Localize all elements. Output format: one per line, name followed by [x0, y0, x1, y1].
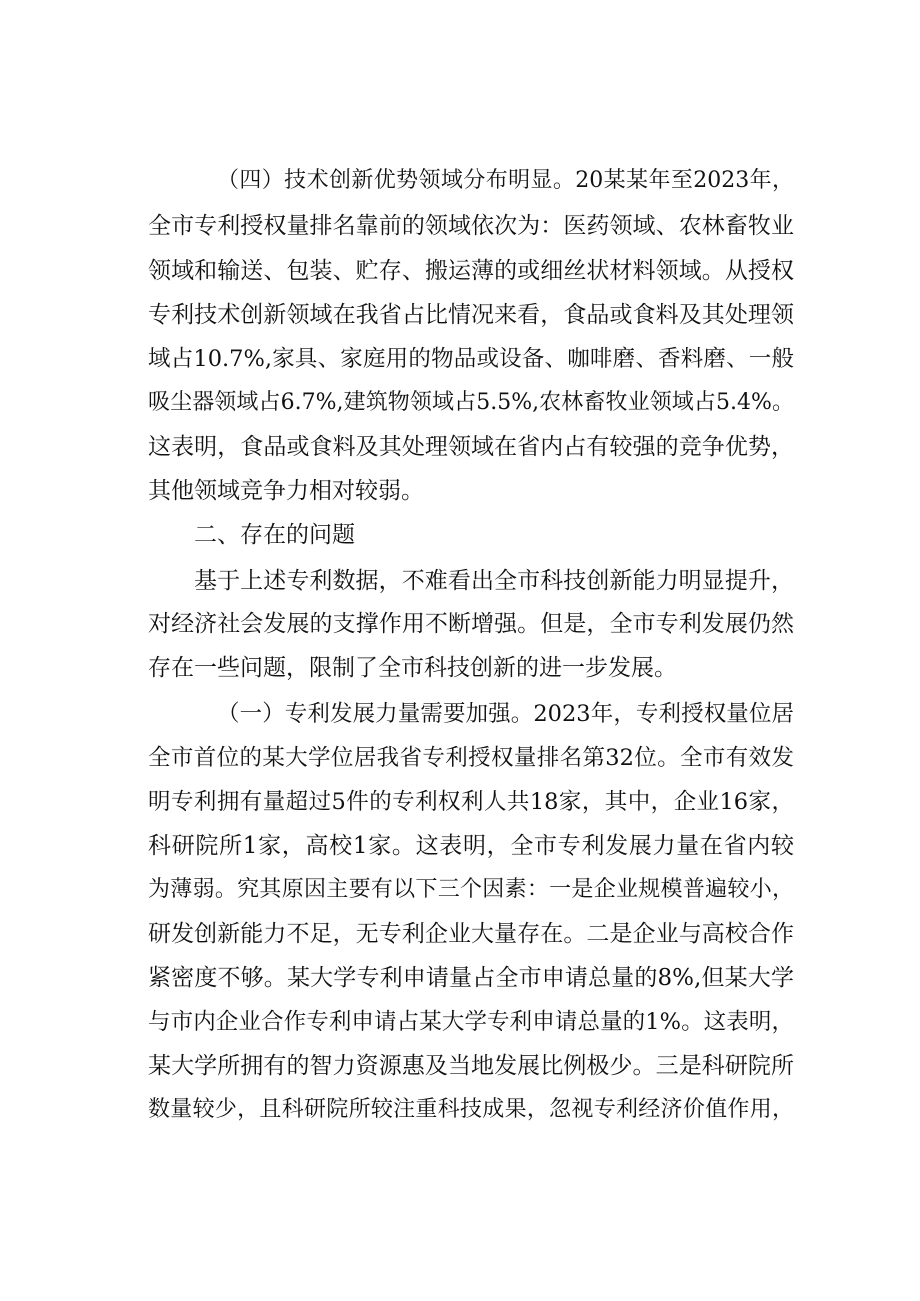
section4-line-7: 这表明，食品或食料及其处理领域在省内占有较强的竞争优势， — [148, 434, 794, 460]
section1-line-9: 某大学所拥有的智力资源惠及当地发展比例极少。三是科研院所 — [148, 1053, 794, 1079]
section1-line-6: 研发创新能力不足，无专利企业大量存在。二是企业与高校合作 — [148, 921, 794, 947]
intro-line-3: 存在一些问题，限制了全市科技创新的进一步发展。 — [148, 655, 677, 681]
section1-line-2: 全市首位的某大学位居我省专利授权量排名第32位。全市有效发 — [148, 745, 794, 771]
section4-line-6: 吸尘器领域占6.7%,建筑物领域占5.5%,农林畜牧业领域占5.4%。 — [148, 390, 794, 415]
section4-line-5: 域占10.7%,家具、家庭用的物品或设备、咖啡磨、香料磨、一般 — [148, 346, 794, 372]
section1-line-4: 科研院所1家，高校1家。这表明，全市专利发展力量在省内较 — [148, 833, 794, 859]
section1-line-5: 为薄弱。究其原因主要有以下三个因素：一是企业规模普遍较小， — [148, 877, 794, 902]
section1-line-8: 与市内企业合作专利申请占某大学专利申请总量的1%。这表明， — [148, 1009, 794, 1035]
section-heading: 二、存在的问题 — [194, 522, 355, 548]
section1-line-10: 数量较少，且科研院所较注重科技成果，忽视专利经济价值作用， — [148, 1097, 794, 1122]
section1-line-1: （一）专利发展力量需要加强。2023年，专利授权量位居 — [217, 701, 794, 727]
intro-line-2: 对经济社会发展的支撑作用不断增强。但是，全市专利发展仍然 — [148, 611, 794, 637]
section4-line-3: 领域和输送、包装、贮存、搬运薄的或细丝状材料领域。从授权 — [148, 258, 794, 284]
section1-line-7: 紧密度不够。某大学专利申请量占全市申请总量的8%,但某大学 — [148, 965, 794, 991]
section1-line-3: 明专利拥有量超过5件的专利权利人共18家，其中，企业16家， — [148, 789, 794, 815]
section4-line-4: 专利技术创新领域在我省占比情况来看，食品或食料及其处理领 — [148, 302, 794, 328]
intro-line-1: 基于上述专利数据，不难看出全市科技创新能力明显提升， — [194, 568, 794, 594]
section4-line-8: 其他领域竞争力相对较弱。 — [148, 478, 424, 504]
section4-line-1: （四）技术创新优势领域分布明显。20某某年至2023年， — [217, 168, 794, 193]
section4-line-2: 全市专利授权量排名靠前的领域依次为：医药领域、农林畜牧业 — [148, 213, 794, 239]
